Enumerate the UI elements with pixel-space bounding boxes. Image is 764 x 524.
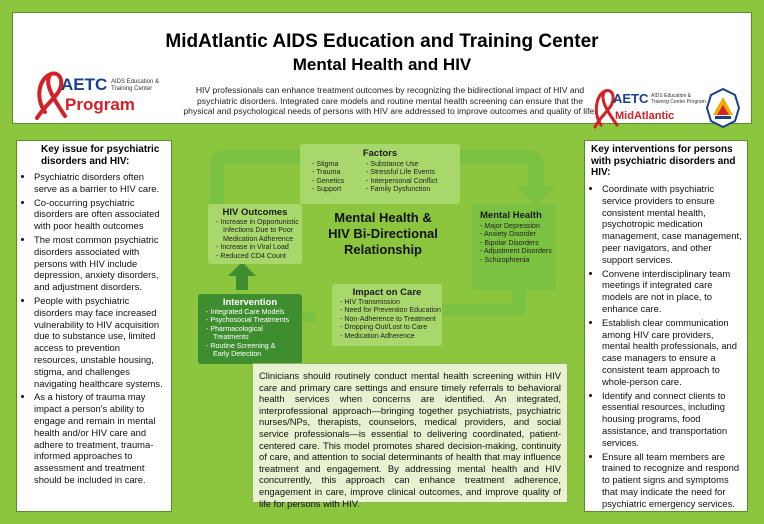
aetc-midatlantic-logo <box>591 85 743 131</box>
list-item: Medication Adherence <box>223 234 294 243</box>
logo-tag2: Training Center <box>111 86 153 92</box>
list-item: - Major Depression <box>480 222 556 230</box>
list-item: - Trauma <box>312 168 344 176</box>
list-item: Infections Due to Poor <box>223 226 294 235</box>
logo-aetc-right: AETC <box>613 91 649 106</box>
center-title-line: Relationship <box>343 242 422 257</box>
center-title-line: Mental Health & <box>334 210 432 225</box>
list-item: - Medication Adherence <box>340 332 442 340</box>
impact-on-care-box <box>332 284 442 346</box>
list-item: - Increase in Opportunistic <box>216 218 302 226</box>
list-item: - Family Dysfunction <box>366 185 437 193</box>
mental-health-list <box>480 222 556 264</box>
hiv-outcomes-title: HIV Outcomes <box>222 207 288 218</box>
header-panel <box>12 12 752 124</box>
list-item: - Support <box>312 185 344 193</box>
summary-text: Clinicians should routinely conduct mental health screening within HIV care and primary care settings and ensure timely referrals to behavioral health services when concerns are identified. An integrated, interprofessional approach—bringing together psychiatrists, psychiatric nurses/NPs, therapists, counselors, medical providers, and social service professionals—is essential to delivering coordinated, patient-centered care. This model promotes shared decision-making, continuity of care, and attention to social determinants of health that may influence treatment and engagement. By addressing mental health and HIV concurrently, this approach can enhance treatment adherence, engagement in care, improve clinical outcomes, and improve quality of life for persons with HIV. <box>259 370 561 509</box>
factors-box <box>300 144 460 204</box>
logo-tag2-right: Training Center Program <box>651 99 706 105</box>
aetc-program-logo <box>31 68 181 120</box>
list-item: - Bipolar Disorders <box>480 239 556 247</box>
list-item: - Routine Screening & <box>206 342 302 350</box>
list-item: • Ensure all team members are trained to recognize and respond to patient signs and symptoms that may indicate the need for psychiatric emergency services. <box>602 451 743 510</box>
regional-seal-icon <box>707 89 739 127</box>
factors-title: Factors <box>362 148 398 159</box>
list-item: Treatments <box>213 333 249 342</box>
list-item: • Identify and connect clients to essential resources, including housing programs, food assistance, and transportation services. <box>602 390 743 449</box>
summary-panel <box>252 363 568 509</box>
list-item: - Genetics <box>312 177 344 185</box>
list-item: - Reduced CD4 Count <box>216 252 302 260</box>
list-item: - Integrated Care Models <box>206 308 302 316</box>
diagram-center-title <box>308 210 458 258</box>
list-item: - Stressful Life Events <box>366 168 437 176</box>
list-item: - Anxiety Disorder <box>480 230 556 238</box>
list-item: - Dropping Out/Lost to Care <box>340 323 442 331</box>
logo-aetc: AETC <box>61 75 108 94</box>
list-item: - Stigma <box>312 160 344 168</box>
list-item: • Coordinate with psychiatric service providers to ensure consistent mental health, psychotropic medication management, case management, peer navigators, and other support services. <box>602 183 743 266</box>
list-item: - Adjustment Disorders <box>480 247 556 255</box>
list-item: - Interpersonal Conflict <box>366 177 437 185</box>
list-item: - Need for Prevention Education <box>340 306 442 314</box>
factors-col1 <box>312 160 344 194</box>
impact-list <box>340 298 442 340</box>
logo-tag1: AIDS Education & <box>111 79 160 85</box>
mental-health-title: Mental Health <box>480 210 542 221</box>
key-interventions-list <box>589 183 743 512</box>
page-subtitle: Mental Health and HIV <box>292 55 472 74</box>
list-item: - Psychosocial Treatments <box>206 316 302 324</box>
intervention-box <box>198 294 302 364</box>
page-title: MidAtlantic AIDS Education and Training Center <box>165 31 599 52</box>
list-item: - Increase in Viral Load <box>216 243 302 251</box>
center-title-line: HIV Bi-Directional <box>328 226 438 241</box>
logo-midatlantic: MidAtlantic <box>615 110 675 122</box>
list-item: - HIV Transmission <box>340 298 442 306</box>
key-interventions-title: Key interventions for persons with psychiatric disorders and HIV: <box>591 144 736 178</box>
logo-program: Program <box>65 95 135 114</box>
list-item: • People with psychiatric disorders may face increased vulnerability to HIV acquisition due to substance use, limited access to prevention resources, unstable housing, stigma, and challenges navigating healthcare systems. <box>34 295 165 389</box>
mental-health-box <box>472 204 556 290</box>
logo-tag1-right: AIDS Education & <box>651 93 692 99</box>
list-item: • The most common psychiatric disorders associated with persons with HIV include depression, anxiety disorders, and adjustment disorders. <box>34 234 165 293</box>
intro-text: HIV professionals can enhance treatment outcomes by recognizing the bidirectional impact of HIV and psychiatric disorders. Integrated care models and routine mental health screening can ensure that the physical and psychological needs of persons with HIV are addressed to improve outcomes and quality of life. <box>183 85 597 117</box>
list-item: - Pharmacological <box>206 325 302 333</box>
impact-title: Impact on Care <box>352 287 422 298</box>
list-item: • Convene interdisciplinary team meetings if integrated care models are not in place, to enhance care. <box>602 268 743 315</box>
factors-col2 <box>366 160 437 194</box>
bidirectional-diagram <box>196 140 572 365</box>
key-issues-title: Key issue for psychiatric disorders and HIV: <box>41 144 160 167</box>
list-item: - Substance Use <box>366 160 437 168</box>
key-issues-list <box>21 171 165 488</box>
list-item: • Psychiatric disorders often serve as a barrier to HIV care. <box>34 171 165 195</box>
list-item: - Schizophrenia <box>480 256 556 264</box>
intervention-list <box>206 308 302 358</box>
key-interventions-panel <box>584 140 748 512</box>
intervention-title: Intervention <box>222 297 278 308</box>
hiv-outcomes-box <box>208 204 302 264</box>
list-item: • Establish clear communication among HIV care providers, mental health professionals, and case managers to ensure a consistent team approach to whole-person care. <box>602 317 743 388</box>
list-item: • As a history of trauma may impact a person's ability to engage and remain in mental health and/or HIV care and adhere to treatment, trauma-informed approaches to assessment and treatment should be included in care. <box>34 391 165 485</box>
list-item: Early Detection <box>213 350 262 359</box>
list-item: • Co-occurring psychiatric disorders are often associated with poor health outcomes <box>34 197 165 232</box>
hiv-outcomes-list <box>216 218 302 260</box>
list-item: - Non-Adherence to Treatment <box>340 315 442 323</box>
key-issues-panel <box>16 140 172 512</box>
arrow-up <box>228 262 256 290</box>
